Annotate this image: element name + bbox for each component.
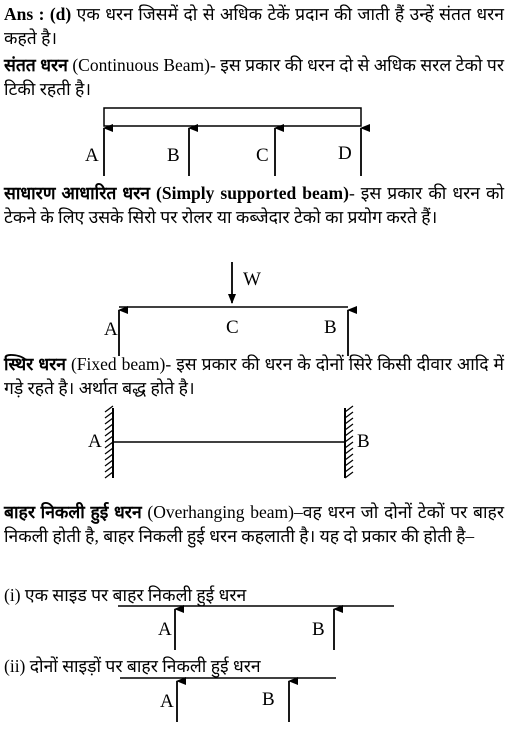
simply-supported-diagram: [119, 262, 348, 356]
continuous-beam: [104, 108, 361, 126]
overhanging-text: –वह धरन जो दोनों टेकों पर बाहर निकली होती है, बाहर निकली हुई धरन कहलाती है। यह दो प्रकार की होती है–: [4, 502, 505, 546]
overhang-item-1: (i) एक साइड पर बाहर निकली हुई धरन: [4, 585, 247, 605]
fixed-beam-diagram: [105, 406, 353, 478]
overhanging-heading-hi: बाहर निकली हुई धरन: [4, 502, 142, 522]
label-c: C: [226, 317, 239, 338]
overhang-item-2: (ii) दोनों साइड़ों पर बाहर निकली हुई धरन: [4, 656, 261, 676]
label-b: B: [262, 689, 275, 710]
label-b: B: [324, 317, 337, 338]
overhang-both-sides-diagram: [120, 678, 336, 722]
overhanging-paragraph: [4, 500, 504, 548]
label-b: B: [357, 431, 370, 452]
continuous-heading-hi: संतत धरन: [4, 55, 68, 75]
left-wall-hatching: [105, 406, 113, 478]
label-b: B: [312, 619, 325, 640]
simply-supported-text: - इस प्रकार की धरन को टेकने के लिए उसके सिरो पर रोलर या कब्जेदार टेको का प्रयोग करते हैं।: [4, 183, 504, 227]
continuous-beam-diagram: [104, 108, 361, 176]
simply-supported-heading-en: (Simply supported beam): [150, 183, 349, 203]
simply-supported-paragraph: [4, 181, 504, 229]
right-wall-hatching: [345, 406, 353, 478]
fixed-text: - इस प्रकार की धरन के दोनों सिरे किसी दीवार आदि में गड़े रहते है। अर्थात बद्ध होते है।: [4, 354, 505, 398]
fixed-beam-paragraph: [4, 352, 504, 400]
overhanging-heading-en: (Overhanging beam): [141, 502, 294, 522]
continuous-text: - इस प्रकार की धरन दो से अधिक सरल टेको पर टिकी रहती है।: [4, 55, 504, 99]
simply-supported-heading-hi: साधारण आधारित धरन: [4, 183, 150, 203]
label-d: D: [338, 143, 352, 164]
fixed-heading-en: (Fixed beam): [65, 354, 166, 374]
label-b: B: [167, 145, 180, 166]
answer-prefix: Ans : (d): [4, 4, 72, 24]
label-a: A: [104, 319, 118, 340]
continuous-heading-en: (Continuous Beam): [67, 55, 210, 75]
label-c: C: [256, 145, 269, 166]
label-a: A: [158, 619, 172, 640]
label-a: A: [160, 691, 174, 712]
label-a: A: [85, 145, 99, 166]
label-a: A: [88, 431, 102, 452]
label-w: W: [243, 269, 261, 290]
answer-text: एक धरन जिसमें दो से अधिक टेकें प्रदान की जाती हैं उन्हें संतत धरन कहते है।: [4, 4, 504, 48]
fixed-heading-hi: स्थिर धरन: [4, 354, 66, 374]
